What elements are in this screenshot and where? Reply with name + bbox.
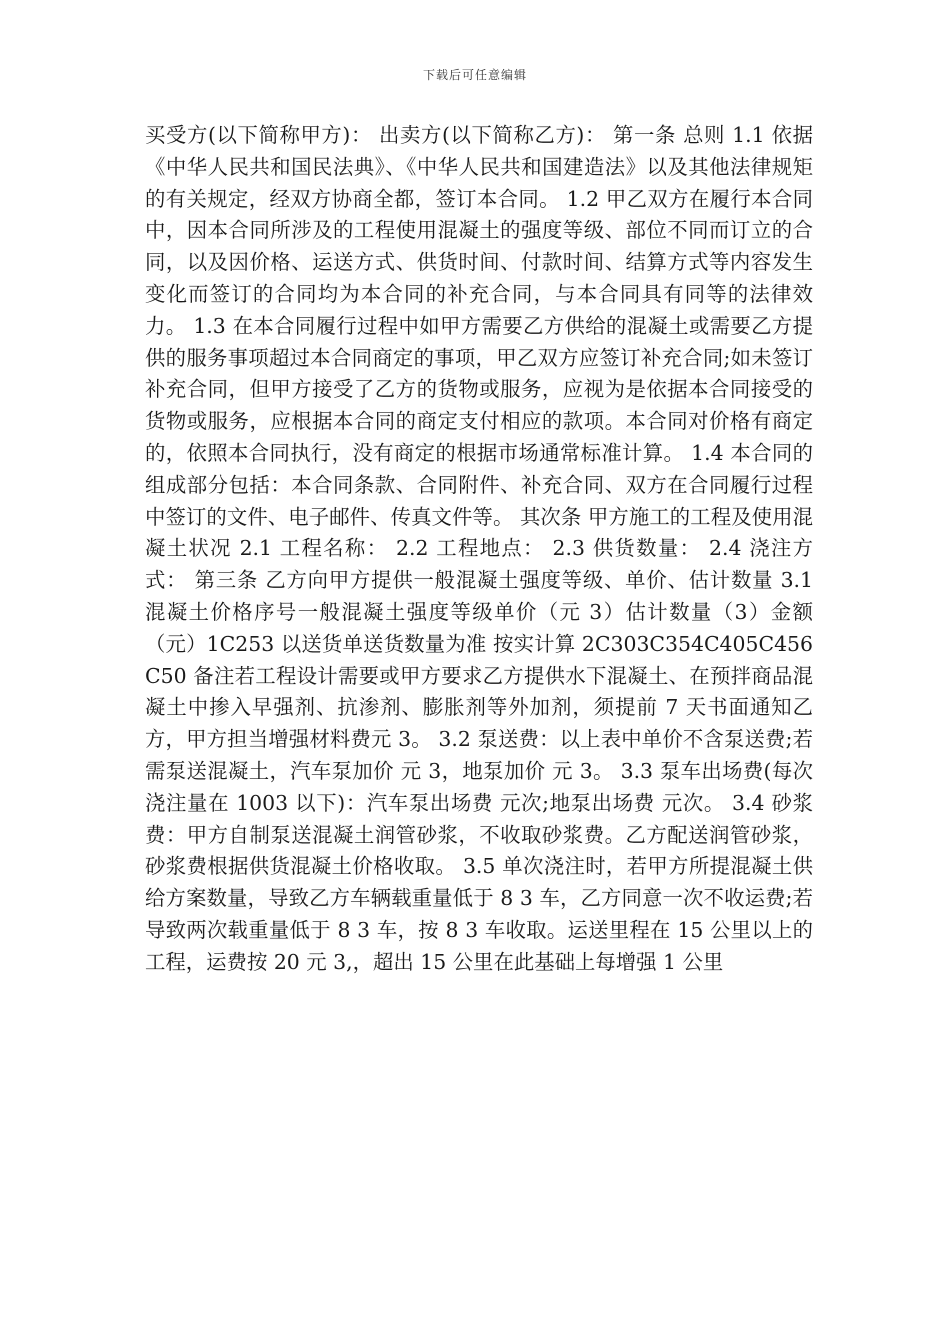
page-header: 下载后可任意编辑	[422, 68, 527, 82]
contract-body-text: 买受方(以下简称甲方)： 出卖方(以下简称乙方)： 第一条 总则 1.1 依据《中华人民共和国民法典》、《中华人民共和国建造法》以及其他法律规矩的有关规定，经双方协商全都，签订本合同。 1.2 甲乙双方在履行本合同中，因本合同所涉及的工程使用混凝土的强度等级、部位不同而订立的合同，以及因价格、运送方式、供货时间、付款时间、结算方式等内容发生变化而签订的合同均为本合同的补充合同，与本合同具有同等的法律效力。 1.3 在本合同履行过程中如甲方需要乙方供给的混凝土或需要乙方提供的服务事项超过本合同商定的事项，甲乙双方应签订补充合同;如未签订补充合同，但甲方接受了乙方的货物或服务，应视为是依据本合同接受的货物或服务，应根据本合同的商定支付相应的款项。本合同对价格有商定的，依照本合同执行，没有商定的根据市场通常标准计算。 1.4 本合同的组成部分包括：本合同条款、合同附件、补充合同、双方在合同履行过程中签订的文件、电子邮件、传真文件等。 其次条 甲方施工的工程及使用混凝土状况 2.1 工程名称： 2.2 工程地点： 2.3 供货数量： 2.4 浇注方式： 第三条 乙方向甲方提供一般混凝土强度等级、单价、估计数量 3.1 混凝土价格序号一般混凝土强度等级单价（元 3）估计数量（3）金额（元）1C253 以送货单送货数量为准 按实计算 2C303C354C405C456C50 备注若工程设计需要或甲方要求乙方提供水下混凝土、在预拌商品混凝土中掺入早强剂、抗渗剂、膨胀剂等外加剂，须提前 7 天书面通知乙方，甲方担当增强材料费元 3。 3.2 泵送费：以上表中单价不含泵送费;若需泵送混凝土，汽车泵加价 元 3，地泵加价 元 3。 3.3 泵车出场费(每次浇注量在 1003 以下)：汽车泵出场费 元次;地泵出场费 元次。 3.4 砂浆费：甲方自制泵送混凝土润管砂浆，不收取砂浆费。乙方配送润管砂浆，砂浆费根据供货混凝土价格收取。 3.5 单次浇注时，若甲方所提混凝土供给方案数量，导致乙方车辆载重量低于 8 3 车，乙方同意一次不收运费;若导致两次载重量低于 8 3 车，按 8 3 车收取。运送里程在 15 公里以上的工程，运费按 20 元 3,，超出 15 公里在此基础上每增强 1 公里	[145, 123, 813, 974]
